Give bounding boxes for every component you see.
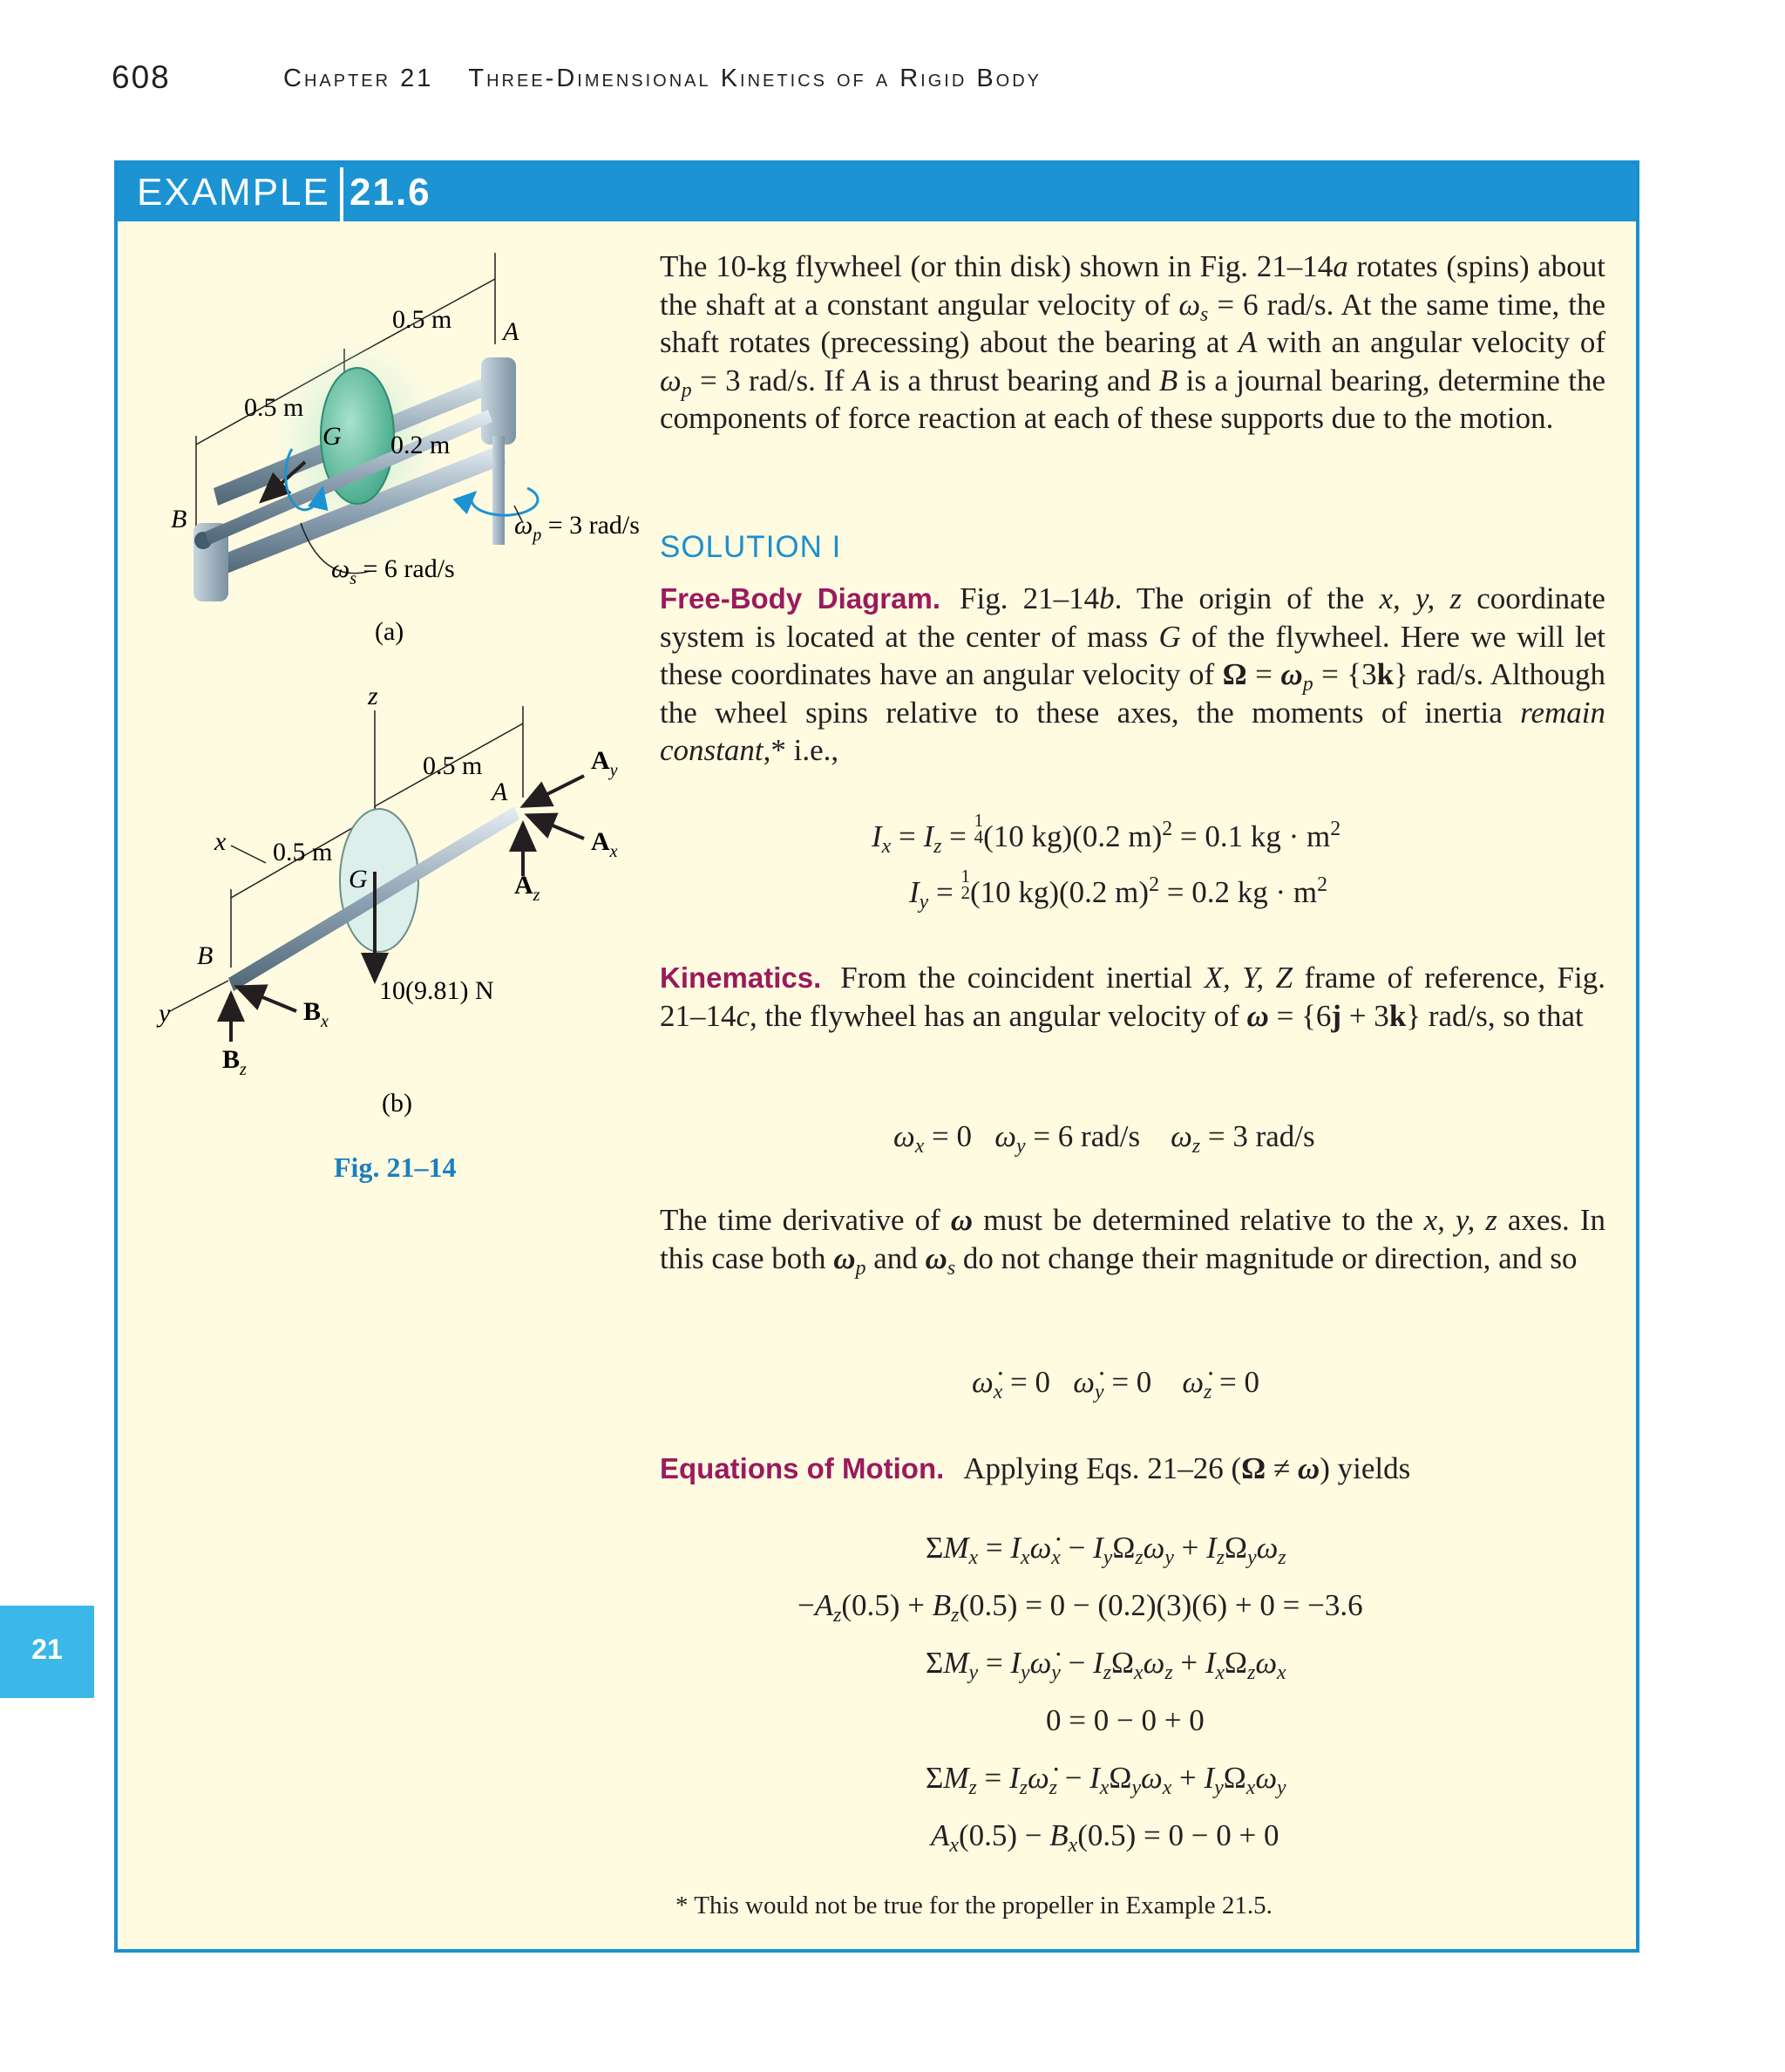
fig-a-omega-s: $\omega_s = 6$ rad/s [331, 554, 455, 588]
fbd-paragraph: Free-Body Diagram. Fig. 21–14b. The origin of the x, y, z coordinate system is located at the center of mass G of the flywheel. Here we will let these coordinates have an angular velocity of $\Omega = \omega_p = \{3k\}$ rad/s. Although the wheel spins relative to these axes, the moments of inertia remain constant,* i.e., [660, 581, 1605, 767]
fig-b-caption: (b) [382, 1089, 412, 1118]
fig-b-Bz: $B_z$ [222, 1045, 247, 1079]
eq-mz-line2: $A_x(0.5) - B_x(0.5) = 0 - 0 + 0$ [931, 1818, 1279, 1858]
fig-b-Ax: $A_x$ [591, 827, 618, 861]
inertia-eq-2: $I_y = 1$ 2(10 kg)(0.2 m)$^2$ = 0.2 kg · $m^2$ [909, 866, 1328, 914]
solution-heading: SOLUTION I [660, 530, 842, 564]
fig-b-Ay: $A_y$ [591, 746, 618, 780]
derivative-paragraph: The time derivative of ω must be determined relative to the x, y, z axes. In this case both $\omega_p$ and $\omega_s$ do not change their magnitude or direction, and so [660, 1203, 1605, 1280]
fig-b-label-G: G [349, 865, 368, 893]
example-label: EXAMPLE [137, 171, 330, 214]
chapter-side-tab: 21 [0, 1606, 94, 1698]
fig-a-label-B: B [171, 505, 187, 533]
kinematics-paragraph: Kinematics. From the coincident inertial X, Y, Z frame of reference, Fig. 21–14c, the flywheel has an angular velocity of ω = {6j + 3k} rad/s, so that [660, 961, 1605, 1033]
eq-my-line2: 0 = 0 − 0 + 0 [1046, 1703, 1205, 1737]
fig-a-radius: 0.2 m [390, 431, 451, 459]
fbd-heading: Free-Body Diagram. [660, 582, 940, 615]
example-number: 21.6 [350, 171, 431, 214]
fig-b-weight: 10(9.81) N [379, 976, 494, 1005]
fig-a-dim-top: 0.5 m [392, 305, 452, 334]
omega-dot-eq: $\omegȧ_x = 0$ $\omegȧ_y = 0$ $\omegȧ_z = 0$ [972, 1365, 1260, 1404]
fig-a-label-A: A [503, 317, 519, 346]
problem-statement: The 10-kg flywheel (or thin disk) shown in Fig. 21–14a rotates (spins) about the shaft at a constant angular velocity of $\omega_s = 6$ rad/s. At the same time, the shaft rotates (precessing) about the bearing at A with an angular velocity of $\omega_p = 3$ rad/s. If A is a thrust bearing and B is a journal bearing, determine the components of force reaction at each of these supports due to the motion. [660, 249, 1606, 435]
figure-b [156, 682, 618, 1118]
fig-a-caption: (a) [375, 617, 404, 646]
fig-b-dim-left: 0.5 m [273, 838, 333, 866]
fig-b-Bx: $B_x$ [303, 997, 329, 1031]
eom-heading: Equations of Motion. [660, 1452, 945, 1484]
inertia-eq-1: $I_x = I_z = 1$ 4(10 kg)(0.2 m)$^2$ = 0.1 kg · $m^2$ [872, 810, 1341, 859]
page-number: 608 [112, 59, 171, 95]
eq-mz: $\Sigma M_z$ = $I_z\omegȧ_z - I_x\Omega_y\omega_x + I_y\Omega_x\omega_y$ [926, 1761, 1286, 1800]
fig-b-label-B: B [197, 941, 214, 970]
chapter-title: Three-Dimensional Kinetics of a Rigid Body [468, 65, 1042, 92]
fig-a-dim-left: 0.5 m [244, 393, 304, 422]
footnote: * This would not be true for the propeller in Example 21.5. [675, 1892, 1273, 1919]
chapter-label: Chapter 21 [283, 65, 434, 92]
fig-b-axis-y: y [159, 999, 171, 1028]
eq-mx: $\Sigma M_x$ = $I_x\omegȧ_x - I_y\Omega_z\omega_y + I_z\Omega_y\omega_z$ [926, 1531, 1286, 1570]
fig-b-axis-z: z [368, 682, 378, 710]
figure-a [171, 253, 640, 646]
fig-b-label-A: A [492, 778, 508, 806]
fig-b-dim-top: 0.5 m [423, 751, 483, 780]
eq-mx-line2: $-A_z(0.5) + B_z(0.5) = 0 - (0.2)(3)(6) + 0 = -3.6$ [797, 1588, 1363, 1627]
eq-my: $\Sigma M_y$ = $I_y\omegȧ_y - I_z\Omega_x\omega_z + I_x\Omega_z\omega_x$ [926, 1646, 1286, 1685]
omega-components-eq: $\omega_x = 0$ $\omega_y = 6$ rad/s $\omega_z = 3$ rad/s [893, 1119, 1315, 1158]
fig-a-label-G: G [322, 422, 342, 451]
fig-label: Fig. 21–14 [334, 1151, 457, 1183]
eom-paragraph: Equations of Motion. Applying Eqs. 21–26 (Ω ≠ ω) yields [660, 1451, 1411, 1485]
fig-a-omega-p: $\omega_p = 3$ rad/s [514, 511, 640, 545]
fig-b-Az: $A_z$ [514, 871, 540, 905]
kinematics-heading: Kinematics. [660, 961, 822, 994]
fig-b-axis-x: x [214, 827, 227, 856]
